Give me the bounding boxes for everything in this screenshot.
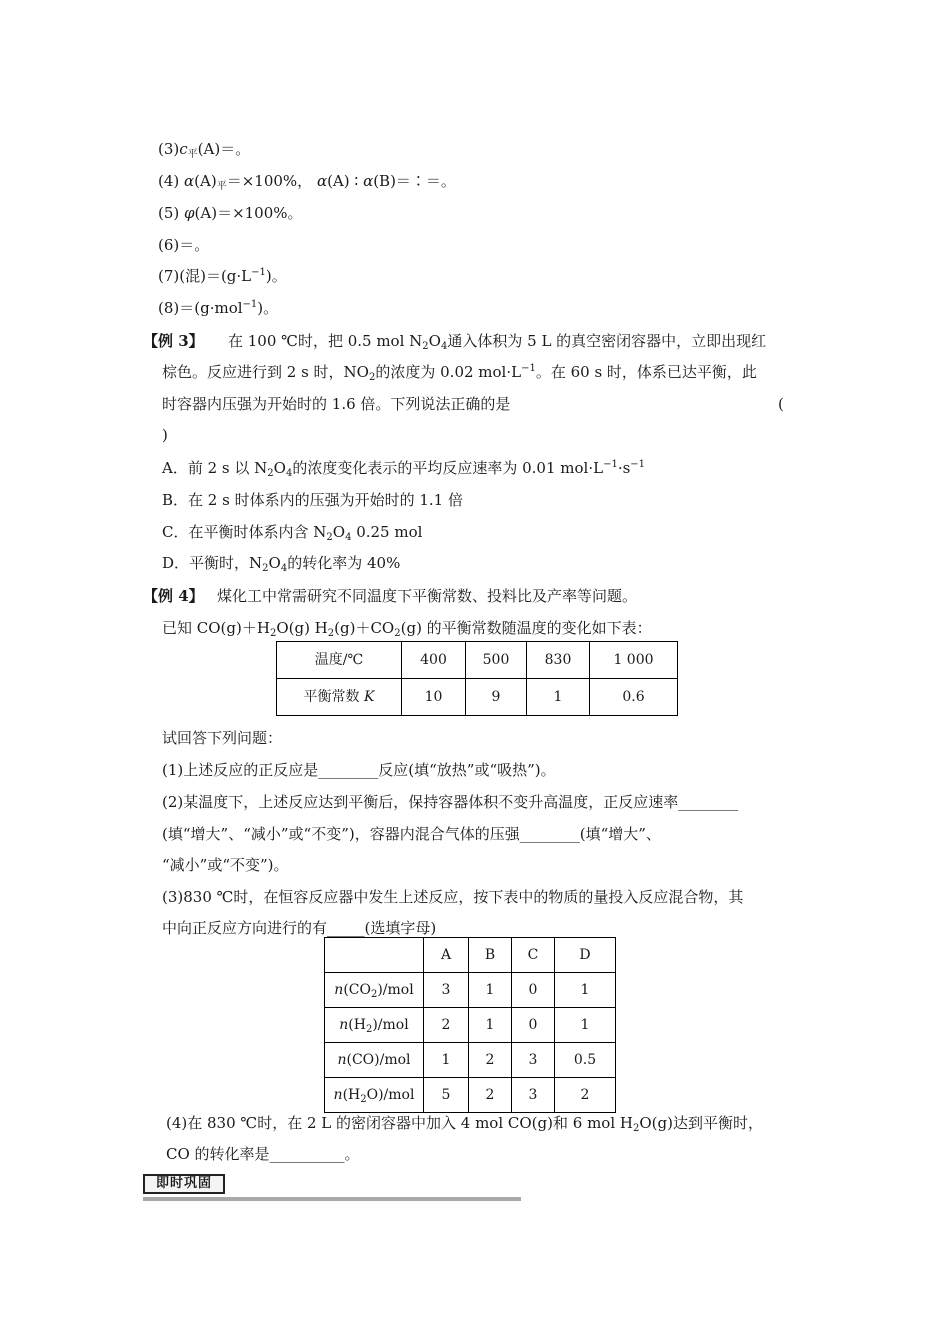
question-2-line-2: (填“增大”、“减小”或“不变”)，容器内混合气体的压强________(填“增大”、 xyxy=(162,825,661,843)
table-cell: 1 xyxy=(527,679,590,716)
table-cell: 500 xyxy=(466,642,527,679)
table-cell: 1 xyxy=(555,1008,616,1043)
question-3-line-2: 中向正反应方向进行的有_____(选填字母) xyxy=(162,919,437,937)
table-cell: B xyxy=(469,938,512,973)
table-cell: n(CO)/mol xyxy=(325,1043,424,1078)
table-cell: 1 xyxy=(469,1008,512,1043)
table-cell: 9 xyxy=(466,679,527,716)
table-cell xyxy=(325,938,424,973)
table-cell: 5 xyxy=(424,1078,469,1113)
question-4-line-1: (4)在 830 ℃时，在 2 L 的密闭容器中加入 4 mol CO(g)和 6 mol $H_2O(g)$达到平衡时， xyxy=(166,1114,763,1134)
example-4-intro: 煤化工中常需研究不同温度下平衡常数、投料比及产率等问题。 xyxy=(217,587,638,605)
reaction-mixture-table xyxy=(324,937,616,1113)
question-4-line-2: CO 的转化率是__________。 xyxy=(166,1145,360,1163)
section-banner: 即时巩固 xyxy=(143,1174,225,1194)
answer-paren-close: ) xyxy=(162,426,168,444)
reaction-equation: 已知 $CO(g)+H_2O(g)$ $H_2(g)+CO_2(g)$ 的平衡常数随温度的变化如下表： xyxy=(162,619,652,639)
table-cell: 10 xyxy=(402,679,466,716)
table-row xyxy=(325,1043,616,1078)
table-row xyxy=(277,679,678,716)
item-7: (7)(混)$=(g\cdot L^{-1})$。 xyxy=(158,267,287,285)
table-row xyxy=(325,938,616,973)
question-2-line-3: “减小”或“不变”)。 xyxy=(162,856,289,874)
table-cell: 2 xyxy=(555,1078,616,1113)
option-c: C．在平衡时体系内含 $N_2O_4$ 0.25 mol xyxy=(162,523,423,543)
example-3-line-2: 棕色。反应进行到 2 s 时，$NO_2$的浓度为 0.02 $mol\cdot L^{-1}$。在 60 s 时，体系已达平衡，此 xyxy=(162,363,757,383)
table-cell: 400 xyxy=(402,642,466,679)
table-cell: 830 xyxy=(527,642,590,679)
table-cell: D xyxy=(555,938,616,973)
table-cell: 0.6 xyxy=(590,679,678,716)
section-divider xyxy=(143,1197,521,1201)
table-cell: 3 xyxy=(424,973,469,1008)
table-cell: 1 000 xyxy=(590,642,678,679)
table-row xyxy=(277,642,678,679)
table-cell: $n(CO_2)$/mol xyxy=(325,973,424,1008)
table-cell: A xyxy=(424,938,469,973)
table-cell: 平衡常数 K xyxy=(277,679,402,716)
item-8: (8)＝(g·mol$^{-1}$)。 xyxy=(158,299,279,317)
item-3: $(3)c_平(A)=$。 xyxy=(158,140,251,160)
item-4: (4) $\alpha(A)_平=\times 100\%$， α(A) ∶ α(B)＝∶＝。 xyxy=(158,172,456,192)
table-cell: $n(H_2)$/mol xyxy=(325,1008,424,1043)
table-row xyxy=(325,1078,616,1113)
table-cell: 0 xyxy=(512,973,555,1008)
prompt: 试回答下列问题： xyxy=(162,729,283,747)
table-cell: 2 xyxy=(469,1078,512,1113)
example-3-line-3: 时容器内压强为开始时的 1.6 倍。下列说法正确的是 xyxy=(162,395,511,413)
example-3-label: 【例 3】 xyxy=(143,332,204,350)
table-cell: C xyxy=(512,938,555,973)
table-cell: 2 xyxy=(424,1008,469,1043)
question-2-line-1: (2)某温度下，上述反应达到平衡后，保持容器体积不变升高温度，正反应速率________ xyxy=(162,793,739,811)
equilibrium-constant-table xyxy=(276,641,678,716)
table-cell: $n(H_2O)$/mol xyxy=(325,1078,424,1113)
item-5: (5) φ(A)＝×100%。 xyxy=(158,204,303,222)
example-4-label: 【例 4】 xyxy=(143,587,204,605)
question-1: (1)上述反应的正反应是________反应(填“放热”或“吸热”)。 xyxy=(162,761,556,779)
table-cell: 2 xyxy=(469,1043,512,1078)
table-cell: 1 xyxy=(424,1043,469,1078)
table-cell: 3 xyxy=(512,1078,555,1113)
example-3-line-1: 在 100 ℃时，把 0.5 mol $N_2O_4$通入体积为 5 L 的真空密闭容器中，立即出现红 xyxy=(228,332,767,352)
item-6: (6)＝。 xyxy=(158,236,210,254)
table-cell: 温度/℃ xyxy=(277,642,402,679)
answer-paren-open: ( xyxy=(778,395,784,413)
table-cell: 1 xyxy=(555,973,616,1008)
table-cell: 1 xyxy=(469,973,512,1008)
question-3-line-1: (3)830 ℃时，在恒容反应器中发生上述反应，按下表中的物质的量投入反应混合物，其 xyxy=(162,888,744,906)
table-cell: 0.5 xyxy=(555,1043,616,1078)
option-d: D．平衡时，$N_2O_4$的转化率为 40% xyxy=(162,554,401,574)
option-a: A．前 2 s 以 $N_2O_4$的浓度变化表示的平均反应速率为 0.01 $mol\cdot L^{-1}\cdot s^{-1}$ xyxy=(162,459,646,479)
option-b: B．在 2 s 时体系内的压强为开始时的 1.1 倍 xyxy=(162,491,463,509)
table-row xyxy=(325,1008,616,1043)
table-cell: 0 xyxy=(512,1008,555,1043)
table-row xyxy=(325,973,616,1008)
table-cell: 3 xyxy=(512,1043,555,1078)
